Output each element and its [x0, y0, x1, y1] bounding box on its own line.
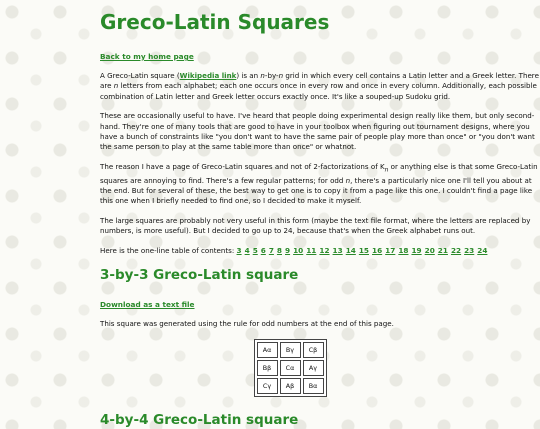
toc-link-24[interactable]: 24 [477, 245, 488, 255]
intro-text: or anything else is that some Greco-Latin squares are annoying to find. There's a few regular patterns; for odd [100, 161, 538, 185]
toc-link-14[interactable]: 14 [345, 245, 356, 255]
square-row [257, 342, 324, 358]
toc-link-16[interactable]: 16 [372, 245, 383, 255]
toc-link-5[interactable]: 5 [252, 245, 258, 255]
page-title: Greco-Latin Squares [100, 10, 330, 34]
square-cell: Cβ [303, 342, 324, 358]
wikipedia-link[interactable]: Wikipedia link [179, 71, 237, 80]
toc-link-10[interactable]: 10 [293, 245, 304, 255]
toc-link-18[interactable]: 18 [398, 245, 409, 255]
intro-text: The reason I have a page of Greco-Latin squares and not of 2-factorizations of K [100, 161, 385, 171]
intro-paragraph-3 [100, 162, 540, 207]
intro-text: letters from each alphabet; each one occurs once in every row and once in every column. Additionally, each possible combination of Latin letter and Greek letter occurs exactly once. It's like a souped-up Sudoku grid. [100, 81, 537, 101]
square-cell: Aα [257, 342, 278, 358]
toc-link-20[interactable]: 20 [424, 245, 435, 255]
page-content [100, 0, 540, 429]
toc-link-19[interactable]: 19 [411, 245, 422, 255]
table-of-contents [100, 246, 540, 256]
intro-paragraph-4: The large squares are probably not very useful in this form (maybe the text file format, where the letters are replaced by numbers, is more useful). But I decided to go up to 24, because that's when the Greek alphabet runs out. [100, 215, 531, 236]
toc-link-13[interactable]: 13 [332, 245, 343, 255]
toc-link-4[interactable]: 4 [244, 245, 250, 255]
square-cell: Bγ [280, 342, 301, 358]
variable-n: n [345, 175, 351, 185]
square-cell: Aβ [280, 378, 301, 394]
square-cell: Cα [280, 360, 301, 376]
toc-link-23[interactable]: 23 [464, 245, 475, 255]
toc-link-12[interactable]: 12 [319, 245, 330, 255]
toc-link-15[interactable]: 15 [358, 245, 370, 255]
square-row [257, 378, 324, 394]
square-cell: Aγ [303, 360, 324, 376]
toc-link-7[interactable]: 7 [268, 245, 274, 255]
greco-latin-square-3 [254, 339, 327, 397]
toc-link-8[interactable]: 8 [276, 245, 282, 255]
toc-label: Here is the one-line table of contents: [100, 245, 237, 255]
square-cell: Cγ [257, 378, 278, 394]
intro-text: grid in which every cell contains a Latin letter and a Greek letter. There are [100, 71, 539, 91]
section-heading-4: 4-by-4 Greco-Latin square [100, 411, 299, 428]
toc-link-3[interactable]: 3 [236, 245, 242, 255]
square-cell: Bα [303, 378, 324, 394]
toc-link-11[interactable]: 11 [306, 245, 317, 255]
toc-link-6[interactable]: 6 [260, 245, 266, 255]
toc-link-17[interactable]: 17 [385, 245, 396, 255]
variable-n: n [278, 71, 284, 80]
back-home-link[interactable]: Back to my home page [100, 52, 194, 61]
toc-link-21[interactable]: 21 [437, 245, 448, 255]
variable-n: n [384, 167, 389, 174]
variable-n: n [113, 81, 119, 91]
intro-text: ) is an [236, 71, 261, 80]
intro-paragraph-2: These are occasionally useful to have. I've heard that people doing experimental design really like them, but only second-hand. They're one of many tools that are good to have in your toolbox when figuring out tournament designs, where you have a bunch of constraints like "you don't want to have the same pair of people play more than once" or "you don't want the same person to play at the same table more than once" or whatnot. [100, 111, 535, 152]
toc-link-9[interactable]: 9 [285, 245, 291, 255]
intro-text: , there's a particularly nice one I'll tell you about at the end. But for several of these, the best way to get one is to copy it from a page like this one. I couldn't find a page like this one when I briefly needed to find one, so I decided to make it myself. [100, 175, 533, 206]
intro-text: -by- [264, 71, 279, 80]
section-3-description: This square was generated using the rule for odd numbers at the end of this page. [100, 319, 394, 329]
section-heading-3: 3-by-3 Greco-Latin square [100, 267, 299, 284]
square-3-container [40, 339, 540, 397]
square-cell: Bβ [257, 360, 278, 376]
toc-link-22[interactable]: 22 [450, 245, 462, 255]
square-row [257, 360, 324, 376]
variable-n: n [260, 71, 265, 80]
download-text-file-link[interactable]: Download as a text file [100, 300, 195, 310]
intro-paragraph-1 [100, 71, 540, 102]
intro-text: A Greco-Latin square ( [100, 71, 180, 80]
